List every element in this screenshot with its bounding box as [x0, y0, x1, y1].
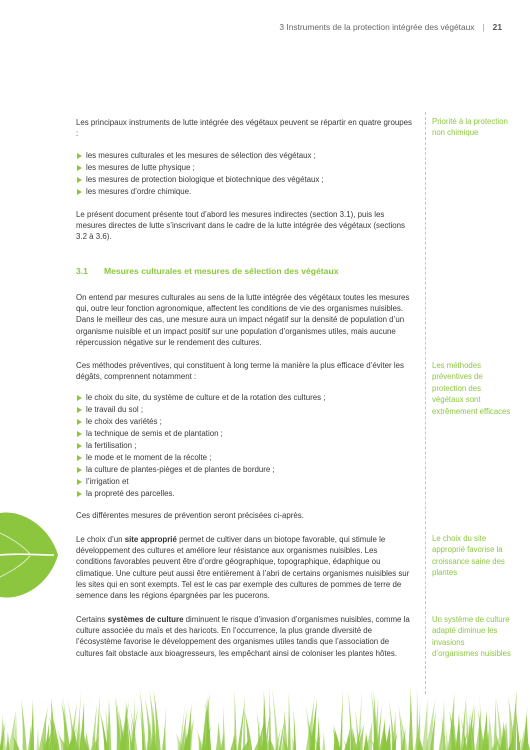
list-item: le choix du site, du système de culture et de la rotation des cultures ;	[76, 392, 412, 404]
list-item: les mesures de lutte physique ;	[76, 162, 412, 174]
precision-paragraph: Ces différentes mesures de prévention seront précisées ci-après.	[76, 511, 304, 520]
grass-blade	[222, 706, 225, 750]
page-number: 21	[492, 22, 502, 32]
chapter-title: 3 Instruments de la protection intégrée des végétaux	[279, 22, 475, 32]
grass-blade	[493, 698, 497, 750]
list-item: les mesures de protection biologique et biotechnique des végétaux ;	[76, 174, 412, 186]
margin-note: Priorité à la protection non chimique	[432, 117, 508, 138]
margin-divider	[425, 112, 426, 694]
margin-note: Le choix du site approprié favorise la croissance saine des plantes	[432, 534, 505, 578]
running-header	[279, 22, 502, 32]
site-term: site approprié	[124, 535, 177, 544]
system-term: systèmes de culture	[107, 615, 184, 624]
grass-blade	[522, 716, 528, 750]
margin-note: Les méthodes préventives de protection des végétaux sont extrêmement efficaces	[432, 361, 511, 416]
list-item: le travail du sol ;	[76, 404, 412, 416]
intro-paragraph: Les principaux instruments de lutte intégrée des végétaux peuvent se répartir en quatre groupes :	[76, 118, 412, 139]
grass-blade	[408, 688, 413, 750]
grass-blade	[6, 731, 9, 750]
grass-blade	[216, 722, 222, 750]
list-item: la technique de semis et de plantation ;	[76, 428, 412, 440]
grass-blade	[36, 726, 39, 750]
grass-blade	[21, 698, 27, 750]
definition-paragraph: On entend par mesures culturales au sens de la lutte intégrée des végétaux toutes les mesures qui, outre leur fonction agronomique, affectent les conditions de vie des organismes nuisibles. Dans le meilleur des cas, une mesure aura un impact négatif sur la densité de population d’un organisme nuisible et un impact positif sur une population d’organismes utiles, mais aucune répercussion négative sur le rendement des cultures.	[76, 293, 410, 347]
grass-blade	[455, 713, 461, 750]
list-item: le mode et le moment de la récolte ;	[76, 452, 412, 464]
grass-blade	[272, 687, 279, 750]
leaf-illustration	[0, 505, 62, 605]
grass-blade	[140, 688, 146, 750]
grass-blade	[288, 692, 291, 750]
list-item: l’irrigation et	[76, 476, 412, 488]
grass-blade	[293, 709, 296, 750]
site-paragraph: Le choix d’un site approprié permet de cultiver dans un biotope favorable, qui stimule le développement des cultures et améliore leur résistance aux organismes nuisibles. Les conditions favorables peuvent être d’ordre géographique, topographique, édaphique ou climatique. Une culture peut aussi être entièrement à l’abri de certains organismes nuisibles sur les sites qui en sont exempts. Tel est le cas par exemple des cultures de pommes de terre de semence dans les régions épargnées par les pucerons.	[76, 535, 410, 601]
grass-blade	[0, 713, 3, 750]
list-item: la fertilisation ;	[76, 440, 412, 452]
list-item: le choix des variétés ;	[76, 416, 412, 428]
instrument-list	[76, 150, 412, 198]
grass-blade	[197, 730, 202, 750]
list-item: la propreté des parcelles.	[76, 488, 412, 500]
preventive-paragraph: Ces méthodes préventives, qui constituent à long terme la manière la plus efficace d’éviter les dégâts, comprennent notamment :	[76, 361, 404, 382]
section-heading	[76, 266, 412, 277]
grass-blade	[340, 689, 343, 750]
preventive-measures-list	[76, 392, 412, 500]
grass-blade	[416, 686, 419, 750]
grass-blade	[333, 728, 340, 750]
grass-blade	[322, 732, 325, 750]
list-item: les mesures culturales et les mesures de sélection des végétaux ;	[76, 150, 412, 162]
header-separator: |	[482, 22, 485, 32]
system-paragraph: Certains systèmes de culture diminuent le risque d’invasion d’organismes nuisibles, comme la culture associée du maïs et des haricots. En l’occurrence, la plus grande diversité de l’écosystème favorise le développement des organismes utiles tandis que l’association de cultures fait obstacle aux bioagresseurs, les empêchant ainsi de coloniser les plantes hôtes.	[76, 615, 410, 658]
margin-note: Un système de culture adapté diminue les invasions d’organismes nuisibles	[432, 615, 511, 659]
grass-blade	[243, 693, 245, 750]
section-number: 3.1	[76, 266, 88, 276]
list-item: les mesures d’ordre chimique.	[76, 186, 412, 198]
grass-border-illustration	[0, 680, 530, 750]
overview-paragraph: Le présent document présente tout d’abord les mesures indirectes (section 3.1), puis les mesures directes de lutte s’inscrivant dans le cadre de la lutte intégrée des végétaux (sections 3.2 à 3.6).	[76, 210, 405, 242]
grass-blade	[422, 698, 428, 750]
list-item: la culture de plantes-pièges et de plantes de bordure ;	[76, 464, 412, 476]
section-title: Mesures culturales et mesures de sélection des végétaux	[103, 266, 339, 276]
